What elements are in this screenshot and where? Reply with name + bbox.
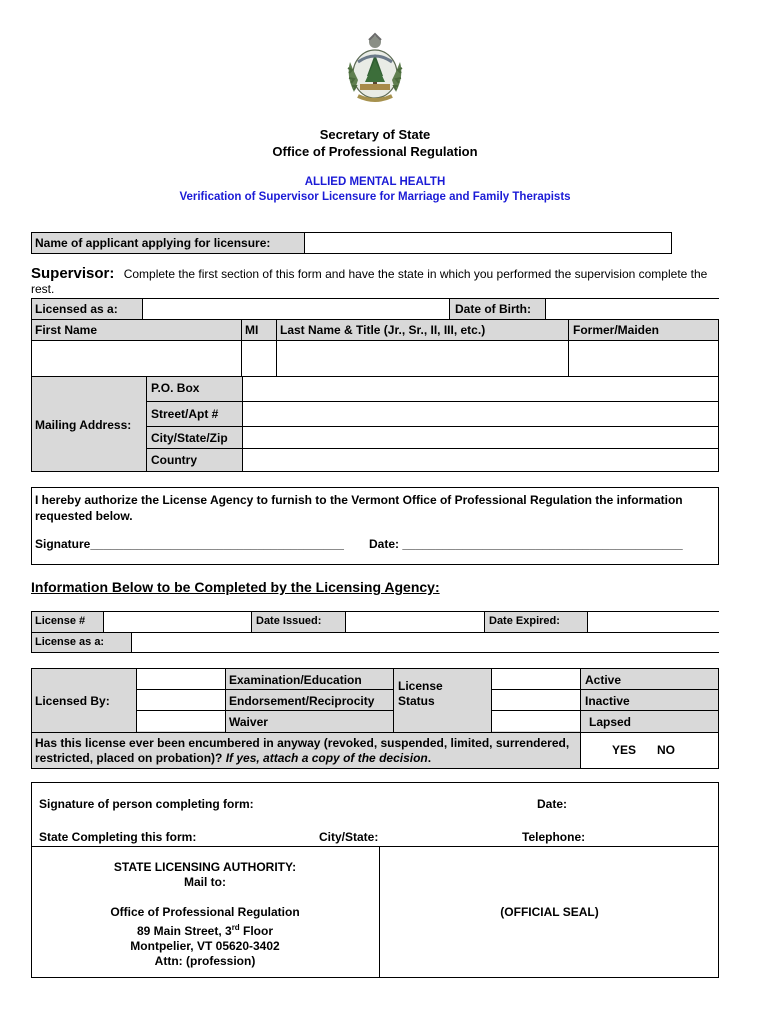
inactive-label: Inactive [585, 694, 630, 708]
country-label: Country [151, 453, 197, 467]
state-completing-label[interactable]: State Completing this form: [39, 830, 197, 844]
completer-signature-label[interactable]: Signature of person completing form: [39, 797, 254, 811]
street-label: Street/Apt # [151, 407, 219, 421]
header-line-1: Secretary of State [319, 127, 431, 142]
former-name-input[interactable] [569, 341, 718, 376]
applicant-name-input[interactable] [304, 232, 672, 254]
mailing-line-5: Montpelier, VT 05620-3402 [130, 939, 280, 953]
telephone-label[interactable]: Telephone: [522, 830, 586, 844]
authorization-signature[interactable]: Signature______________________________________ [35, 537, 344, 551]
date-expired-label: Date Expired: [489, 615, 560, 627]
official-seal-label: (OFFICIAL SEAL) [500, 905, 599, 919]
dob-input[interactable] [545, 299, 719, 319]
header-line-2: Office of Professional Regulation [272, 144, 478, 159]
mailing-address-label: Mailing Address: [35, 418, 132, 432]
active-checkbox[interactable] [492, 669, 580, 689]
mailing-line-3: Office of Professional Regulation [110, 905, 300, 919]
yes-option[interactable]: YES [612, 743, 637, 757]
inactive-checkbox[interactable] [492, 690, 580, 710]
last-name-label: Last Name & Title (Jr., Sr., II, III, etc.) [280, 323, 486, 337]
date-issued-input[interactable] [345, 612, 485, 632]
mailing-line-4: 89 Main Street, 3rd Floor [136, 923, 274, 938]
mailing-line-6: Attn: (profession) [154, 954, 256, 968]
license-number-input[interactable] [103, 612, 252, 632]
endorse-checkbox[interactable] [137, 690, 225, 710]
endorse-label: Endorsement/Reciprocity [229, 694, 375, 708]
vermont-state-seal [340, 32, 410, 106]
exam-label: Examination/Education [229, 673, 362, 687]
first-name-input[interactable] [32, 341, 241, 376]
city-input[interactable] [243, 427, 718, 448]
mailing-block [31, 860, 379, 969]
former-label: Former/Maiden [573, 323, 660, 337]
applicant-label: Name of applicant applying for licensure: [35, 236, 271, 250]
date-expired-input[interactable] [587, 612, 719, 632]
licensed-by-label: Licensed By: [35, 694, 110, 708]
first-name-label: First Name [35, 323, 98, 337]
mailing-line-1: STATE LICENSING AUTHORITY: [113, 860, 297, 874]
license-number-label: License # [35, 615, 86, 627]
po-box-label: P.O. Box [151, 381, 200, 395]
lapsed-checkbox[interactable] [492, 711, 580, 731]
status-label-1: License [398, 679, 443, 693]
dob-label: Date of Birth: [455, 302, 531, 316]
licensed-as-input[interactable] [142, 299, 450, 319]
program-title: ALLIED MENTAL HEALTH [304, 176, 446, 188]
authorization-text: I hereby authorize the License Agency to furnish to the Vermont Office of Professional Regulation the information requested below. [35, 493, 683, 523]
agency-licensed-as-input[interactable] [131, 633, 719, 652]
form-title: Verification of Supervisor Licensure for Marriage and Family Therapists [179, 191, 571, 203]
waiver-label: Waiver [229, 715, 268, 729]
mailing-line-2: Mail to: [184, 875, 226, 889]
street-input[interactable] [243, 402, 718, 426]
waiver-checkbox[interactable] [137, 711, 225, 731]
status-label-2: Status [398, 694, 435, 708]
agency-licensed-as-label: License as a: [35, 636, 105, 648]
po-box-input[interactable] [243, 377, 718, 401]
date-issued-label: Date Issued: [256, 615, 322, 627]
authorization-date[interactable]: Date: __________________________________________ [369, 537, 683, 551]
mi-input[interactable] [242, 341, 276, 376]
licensed-as-label: Licensed as a: [35, 302, 118, 316]
supervisor-heading: Supervisor: [31, 265, 115, 282]
encumbered-end: . [427, 751, 432, 765]
country-input[interactable] [243, 449, 718, 471]
encumbered-note: If yes, attach a copy of the decision [225, 751, 428, 765]
no-option[interactable]: NO [657, 743, 675, 757]
supervisor-instructions: Complete the first section of this form and have the state in which you performed the supervision complete the rest. [31, 267, 708, 296]
agency-heading: Information Below to be Completed by the Licensing Agency: [31, 579, 440, 595]
completer-date-label[interactable]: Date: [537, 797, 568, 811]
city-label: City/State/Zip [151, 431, 228, 445]
yes-no-cell [581, 733, 718, 768]
exam-checkbox[interactable] [137, 669, 225, 689]
encumbered-question [35, 736, 575, 766]
encumbered-text: Has this license ever been encumbered in anyway (revoked, suspended, limited, surrendered, restricted, placed on probation)? [35, 736, 570, 765]
supervisor-intro [31, 266, 721, 297]
active-label: Active [585, 673, 622, 687]
last-name-input[interactable] [277, 341, 568, 376]
city-state-label[interactable]: City/State: [319, 830, 379, 844]
lapsed-label: Lapsed [589, 715, 632, 729]
mi-label: MI [245, 323, 259, 337]
